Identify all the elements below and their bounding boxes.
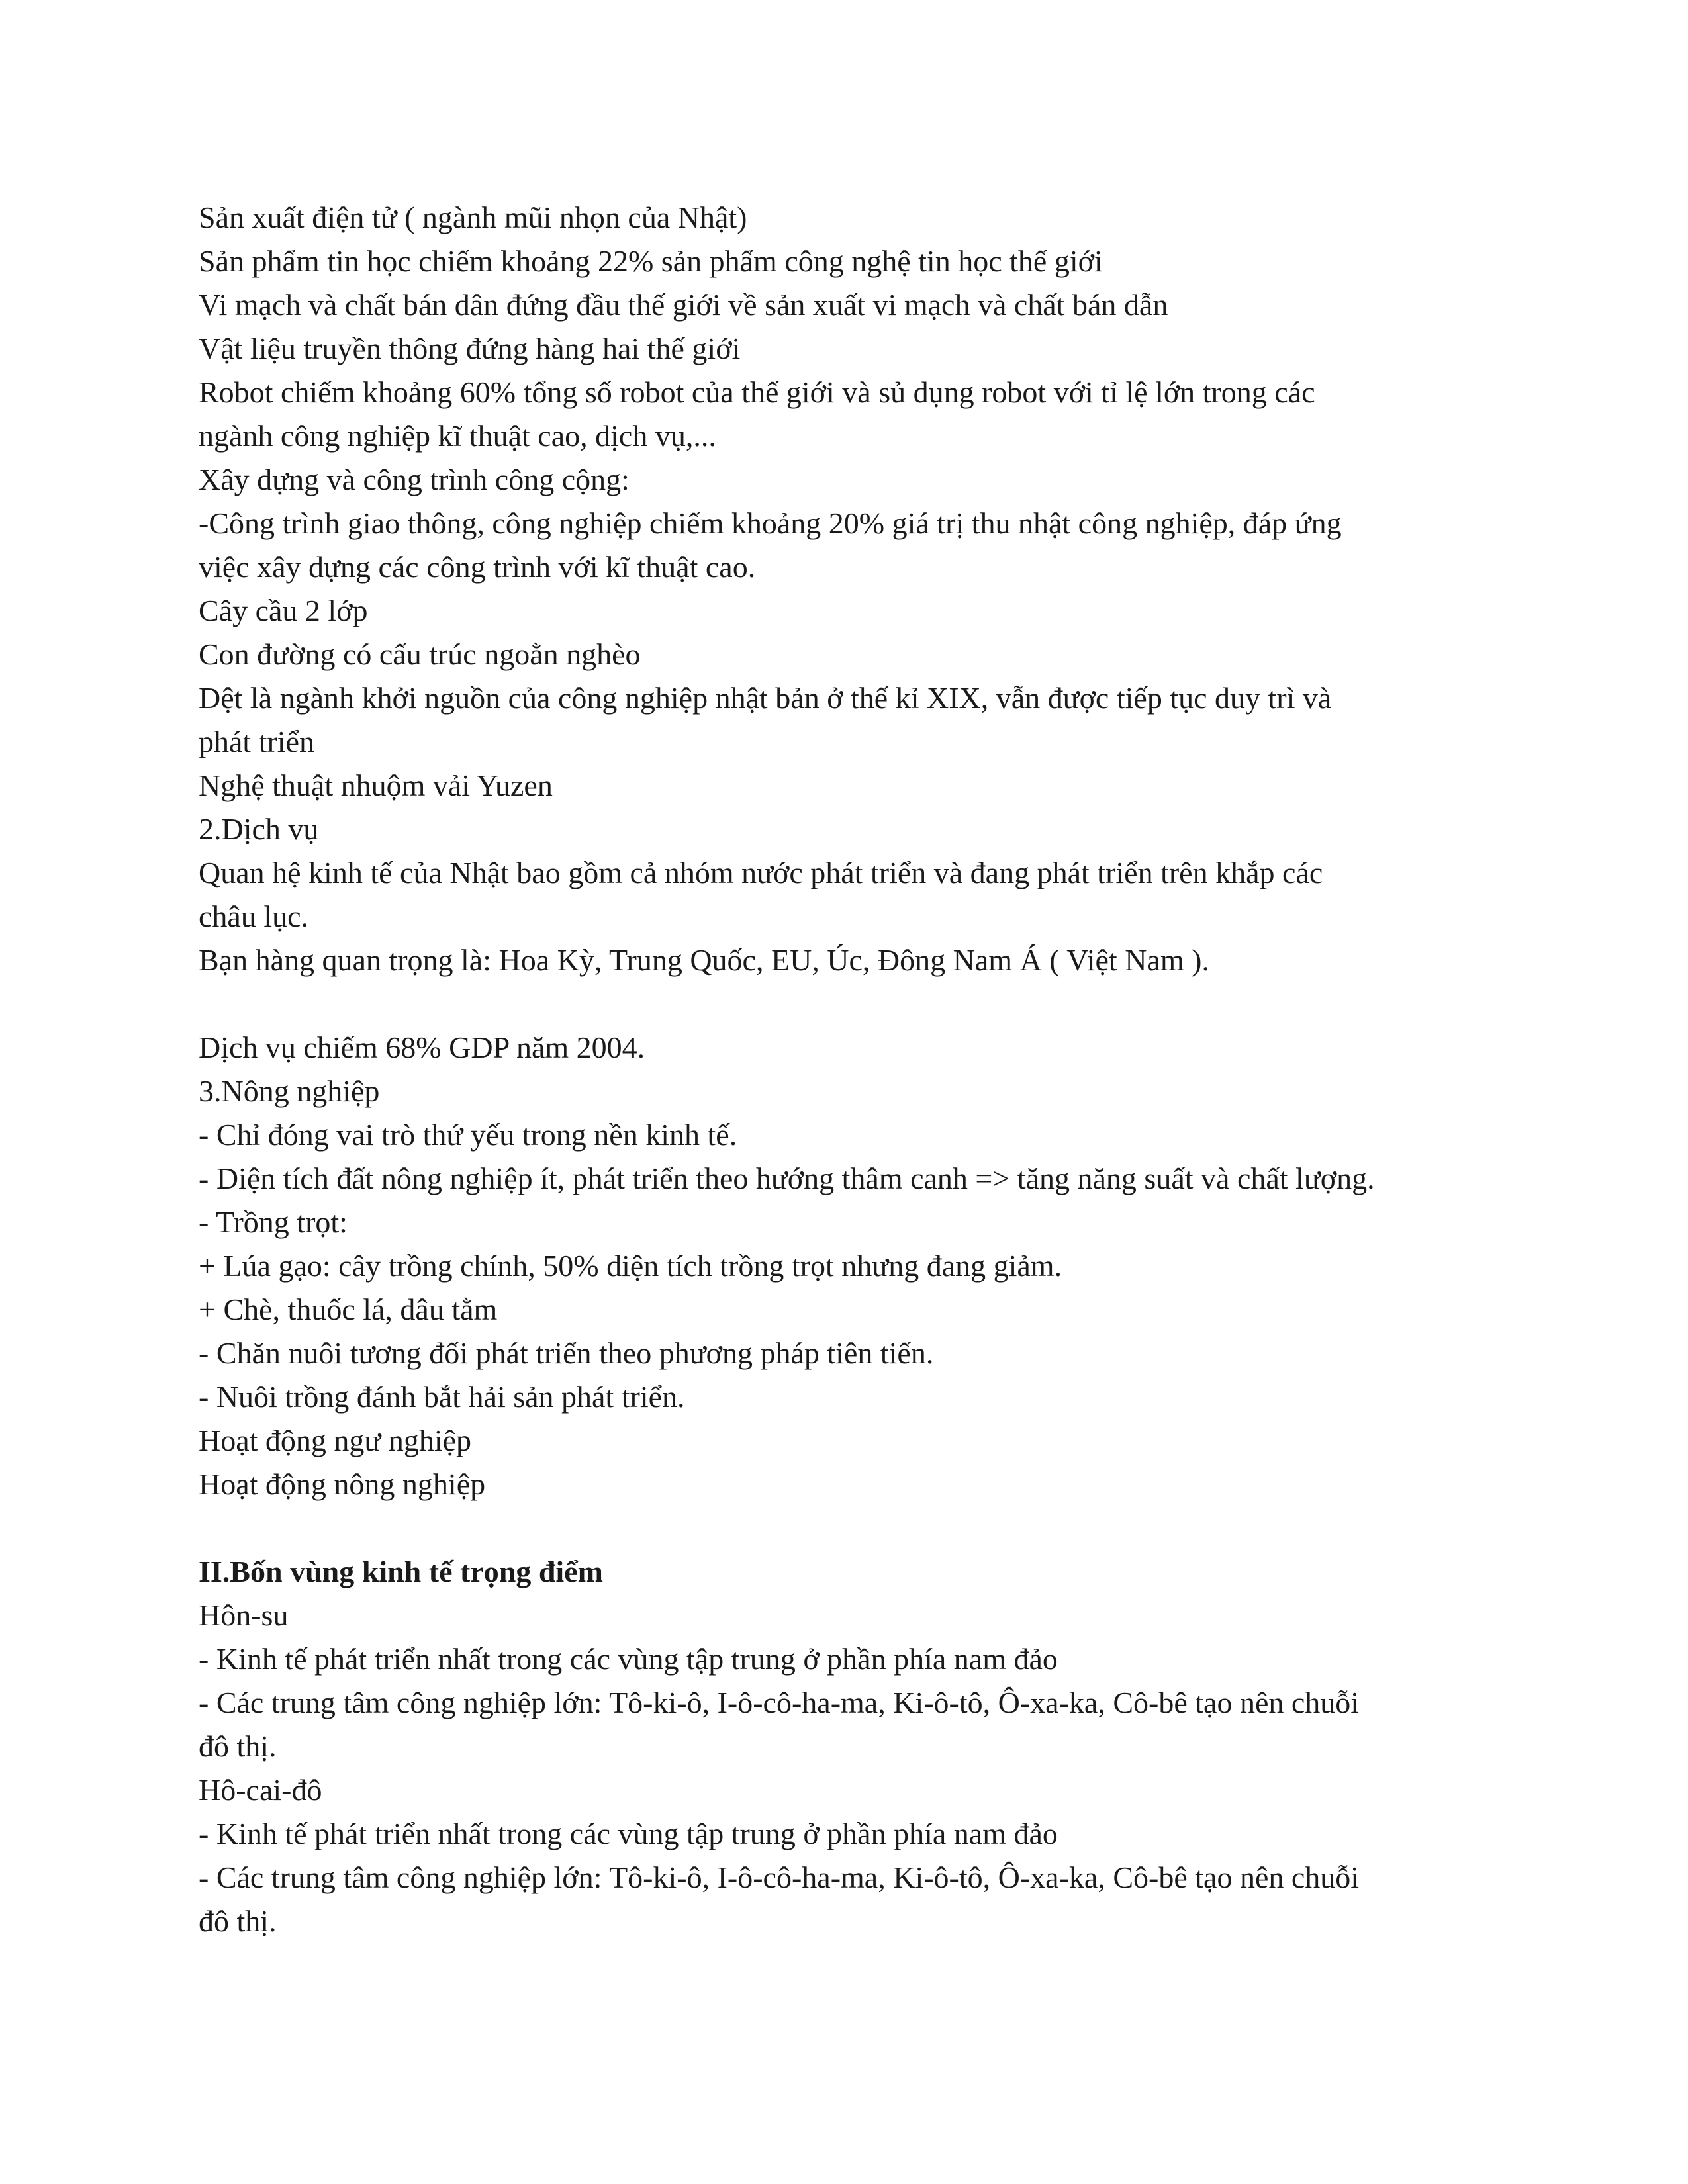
text-line: ngành công nghiệp kĩ thuật cao, dịch vụ,... bbox=[199, 419, 716, 453]
text-line: - Nuôi trồng đánh bắt hải sản phát triển. bbox=[199, 1380, 685, 1414]
section-heading-services: 2.Dịch vụ bbox=[199, 812, 319, 846]
text-line: Cây cầu 2 lớp bbox=[199, 594, 368, 627]
text-line: - Các trung tâm công nghiệp lớn: Tô-ki-ô, I-ô-cô-ha-ma, Ki-ô-tô, Ô-xa-ka, Cô-bê tạo nên chuỗi bbox=[199, 1860, 1360, 1894]
text-line: Dịch vụ chiếm 68% GDP năm 2004. bbox=[199, 1030, 645, 1064]
text-line: - Kinh tế phát triển nhất trong các vùng tập trung ở phần phía nam đảo bbox=[199, 1642, 1058, 1676]
text-line: Hôn-su bbox=[199, 1598, 289, 1632]
text-line: Vật liệu truyền thông đứng hàng hai thế giới bbox=[199, 332, 741, 365]
text-line: Nghệ thuật nhuộm vải Yuzen bbox=[199, 768, 553, 802]
text-line: + Lúa gạo: cây trồng chính, 50% diện tích trồng trọt nhưng đang giảm. bbox=[199, 1249, 1062, 1283]
text-line: Con đường có cấu trúc ngoằn nghèo bbox=[199, 637, 641, 671]
text-line: châu lục. bbox=[199, 899, 309, 933]
text-line: Sản xuất điện tử ( ngành mũi nhọn của Nhật) bbox=[199, 201, 747, 234]
text-line: Quan hệ kinh tế của Nhật bao gồm cả nhóm nước phát triển và đang phát triển trên khắp các bbox=[199, 856, 1323, 889]
section-heading-economic-regions: II.Bốn vùng kinh tế trọng điểm bbox=[199, 1555, 603, 1588]
text-line: Vi mạch và chất bán dân đứng đầu thế giới về sản xuất vi mạch và chất bán dẫn bbox=[199, 288, 1168, 322]
text-line: Robot chiếm khoảng 60% tổng số robot của thế giới và sủ dụng robot với tỉ lệ lớn trong các bbox=[199, 375, 1315, 409]
text-line: - Chăn nuôi tương đối phát triển theo phương pháp tiên tiến. bbox=[199, 1336, 934, 1370]
blank-line bbox=[199, 982, 1496, 1026]
text-line: - Trồng trọt: bbox=[199, 1205, 348, 1239]
text-line: Hoạt động ngư nghiệp bbox=[199, 1424, 472, 1457]
document-body bbox=[199, 196, 1496, 1943]
text-line: - Chỉ đóng vai trò thứ yếu trong nền kinh tế. bbox=[199, 1118, 737, 1152]
text-line: Hô-cai-đô bbox=[199, 1773, 322, 1807]
text-line: Xây dựng và công trình công cộng: bbox=[199, 463, 630, 496]
text-line: Sản phẩm tin học chiếm khoảng 22% sản phẩm công nghệ tin học thế giới bbox=[199, 244, 1103, 278]
text-line: Bạn hàng quan trọng là: Hoa Kỳ, Trung Quốc, EU, Úc, Đông Nam Á ( Việt Nam ). bbox=[199, 943, 1209, 977]
text-line: việc xây dựng các công trình với kĩ thuật cao. bbox=[199, 550, 756, 584]
section-heading-agriculture: 3.Nông nghiệp bbox=[199, 1074, 380, 1108]
text-line: Hoạt động nông nghiệp bbox=[199, 1467, 486, 1501]
text-line: phát triển bbox=[199, 725, 314, 758]
blank-line bbox=[199, 1506, 1496, 1550]
text-line: - Các trung tâm công nghiệp lớn: Tô-ki-ô, I-ô-cô-ha-ma, Ki-ô-tô, Ô-xa-ka, Cô-bê tạo nên chuỗi bbox=[199, 1686, 1360, 1719]
text-line: - Kinh tế phát triển nhất trong các vùng tập trung ở phần phía nam đảo bbox=[199, 1817, 1058, 1850]
text-line: -Công trình giao thông, công nghiệp chiếm khoảng 20% giá trị thu nhật công nghiệp, đáp ứng bbox=[199, 506, 1342, 540]
text-line: - Diện tích đất nông nghiệp ít, phát triển theo hướng thâm canh => tăng năng suất và chất lượng. bbox=[199, 1161, 1375, 1195]
text-line: + Chè, thuốc lá, dâu tằm bbox=[199, 1293, 498, 1326]
text-line: đô thị. bbox=[199, 1729, 277, 1763]
text-line: đô thị. bbox=[199, 1904, 277, 1938]
text-line: Dệt là ngành khởi nguồn của công nghiệp nhật bản ở thế kỉ XIX, vẫn được tiếp tục duy trì và bbox=[199, 681, 1332, 715]
